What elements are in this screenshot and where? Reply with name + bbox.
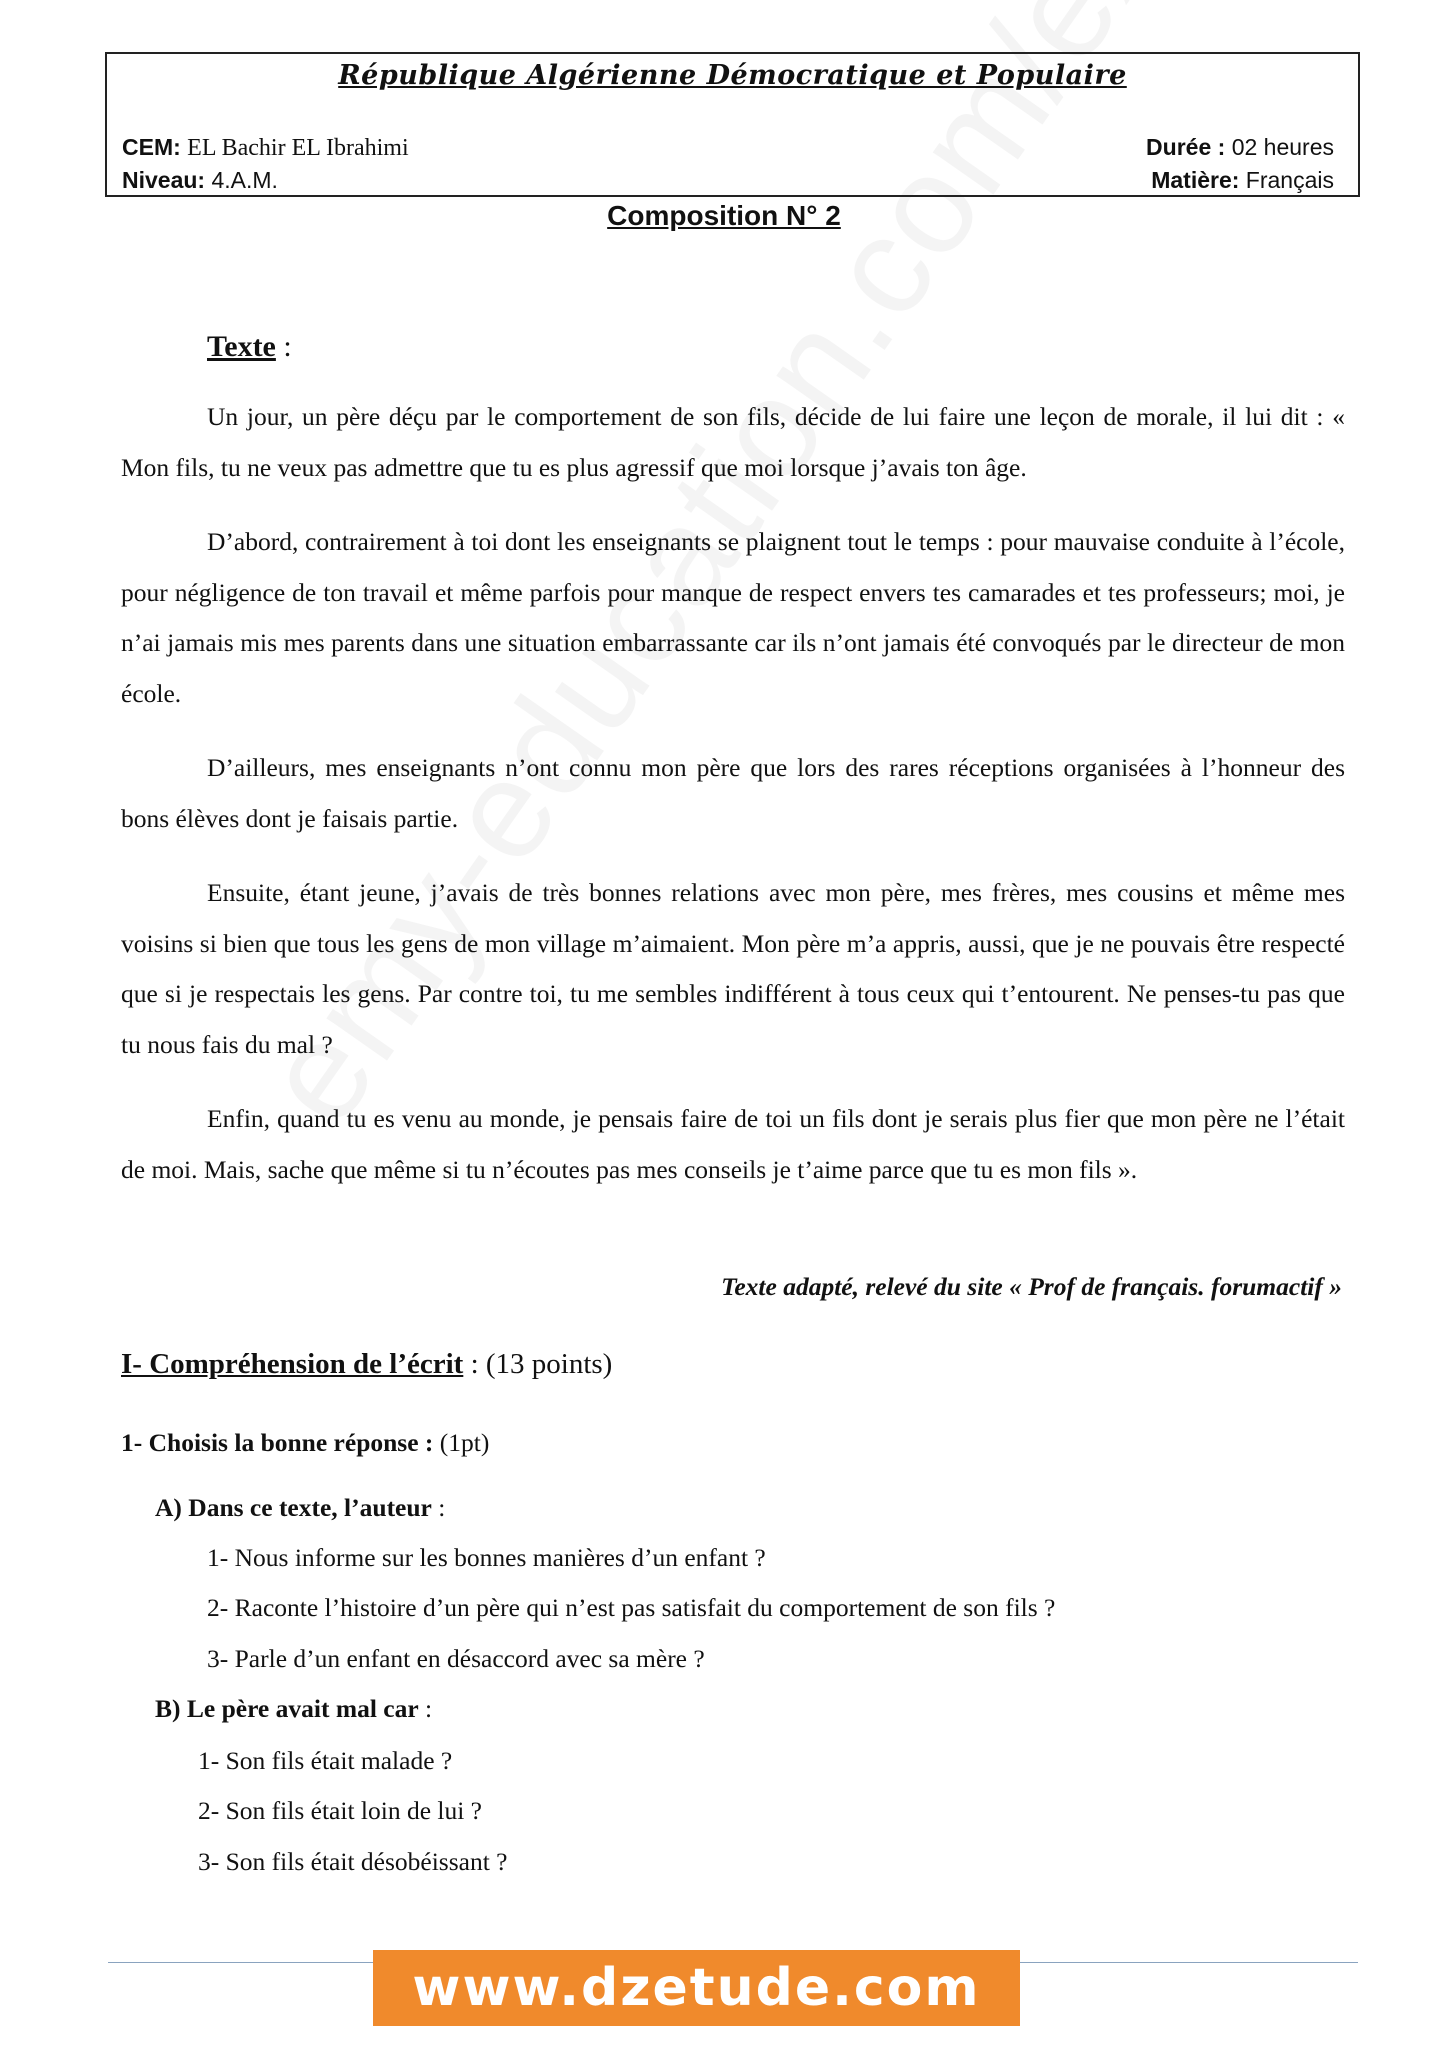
texte-label: Texte [207, 330, 276, 363]
duree-label: Durée : [1146, 134, 1226, 160]
paragraph: Ensuite, étant jeune, j’avais de très bonnes relations avec mon père, mes frères, mes cousins et même mes voisins si bien que tous les gens de mon village m’aimaient. Mon père m’a appris, aussi, que je ne pouvais être respecté que si je respectais les gens. Par contre toi, tu me sembles indifférent à tous ceux qui t’entourent. Ne penses-tu pas que tu nous fais du mal ? [121, 878, 1345, 1059]
question-1 [121, 1428, 489, 1458]
section-points: : (13 points) [463, 1348, 613, 1380]
niveau-line [122, 167, 278, 194]
question-1-points: (1pt) [433, 1428, 490, 1457]
cem-label: CEM: [122, 134, 181, 160]
duree-value: 02 heures [1231, 134, 1334, 160]
duree-line [1146, 134, 1334, 161]
page-title: Composition N° 2 [607, 200, 841, 231]
part-b [155, 1694, 432, 1724]
cem-value: EL Bachir EL Ibrahimi [187, 135, 409, 161]
paragraph: D’ailleurs, mes enseignants n’ont connu mon père que lors des rares réceptions organisées à l’honneur des bons élèves dont je faisais partie. [121, 753, 1345, 833]
site-banner[interactable]: www.dzetude.com [373, 1950, 1020, 2026]
part-a-label: A) Dans ce texte, l’auteur [155, 1493, 432, 1522]
paragraph: D’abord, contrairement à toi dont les enseignants se plaignent tout le temps : pour mauvaise conduite à l’école, pour négligence de ton travail et même parfois pour manque de respect envers tes camarades et tes professeurs; moi, je n’ai jamais mis mes parents dans une situation embarrassante car ils n’ont jamais été convoqués par le directeur de mon école. [121, 527, 1345, 708]
niveau-label: Niveau: [122, 167, 206, 193]
cem-line [122, 134, 409, 162]
passage [121, 392, 1345, 1219]
part-a [155, 1493, 445, 1523]
question-1-label: 1- Choisis la bonne réponse : [121, 1428, 434, 1457]
matiere-label: Matière: [1151, 167, 1240, 193]
part-b-colon: : [418, 1694, 433, 1723]
part-a-colon: : [431, 1493, 446, 1522]
header-box [105, 52, 1360, 197]
source-citation: Texte adapté, relevé du site « Prof de français. forumactif » [721, 1272, 1342, 1301]
option-b2: 2- Son fils était loin de lui ? [198, 1796, 482, 1825]
matiere-line [1151, 167, 1334, 194]
section-heading [121, 1348, 612, 1381]
option-a1: 1- Nous informe sur les bonnes manières d’un enfant ? [207, 1543, 766, 1572]
option-b3: 3- Son fils était désobéissant ? [198, 1847, 508, 1876]
texte-heading [207, 330, 292, 364]
section-title: I- Compréhension de l’écrit [121, 1348, 464, 1380]
texte-colon: : [275, 330, 292, 363]
option-b1: 1- Son fils était malade ? [198, 1746, 453, 1775]
part-b-label: B) Le père avait mal car [155, 1694, 419, 1723]
option-a2: 2- Raconte l’histoire d’un père qui n’est pas satisfait du comportement de son fils ? [207, 1593, 1056, 1622]
option-a3: 3- Parle d’un enfant en désaccord avec sa mère ? [207, 1644, 705, 1673]
paragraph: Enfin, quand tu es venu au monde, je pensais faire de toi un fils dont je serais plus fier que mon père ne l’était de moi. Mais, sache que même si tu n’écoutes pas mes conseils je t’aime parce que tu es mon fils ». [121, 1104, 1345, 1184]
paragraph: Un jour, un père déçu par le comportement de son fils, décide de lui faire une leçon de morale, il lui dit : « Mon fils, tu ne veux pas admettre que tu es plus agressif que moi lorsque j’avais ton âge. [121, 402, 1345, 482]
niveau-value: 4.A.M. [211, 167, 278, 193]
matiere-value: Français [1245, 167, 1334, 193]
republic-title: République Algérienne Démocratique et Populaire [338, 60, 1127, 91]
